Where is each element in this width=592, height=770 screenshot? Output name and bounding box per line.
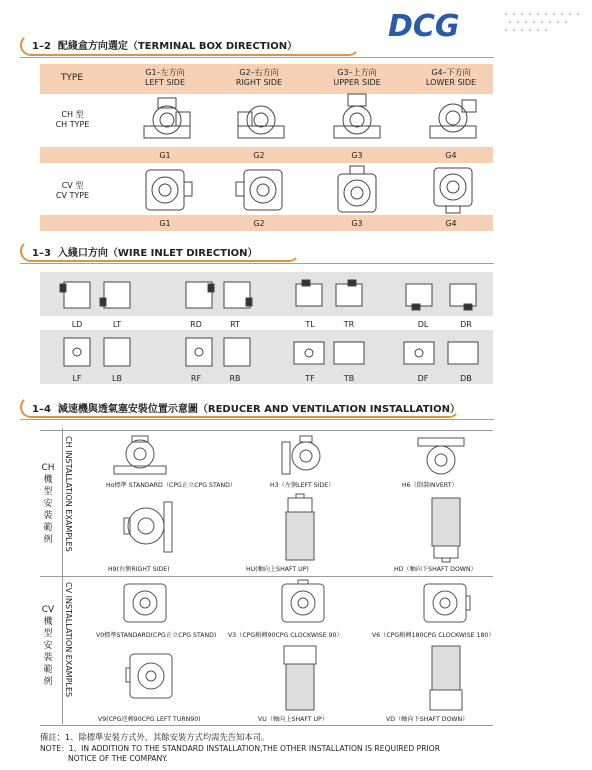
section-number: 1–2 — [32, 41, 51, 52]
cv-caption-v0: V0標準STANDARD(CPG正立CPG STAND) — [96, 632, 217, 639]
cv-g1-drawing — [140, 166, 194, 214]
cv-g4-drawing — [426, 166, 480, 214]
cv-bottom-line — [40, 725, 493, 726]
inlet-rf: RF — [190, 374, 202, 383]
note-en-1: NOTE：1、IN ADDITION TO THE STANDARD INSTALLATION,THE OTHER INSTALLATION IS REQUIRED PRIOR — [40, 744, 441, 753]
col-zh: G3–上方向 — [337, 68, 377, 77]
inlet-tf: TF — [305, 374, 315, 383]
inlet-df: DF — [417, 374, 429, 383]
cv-v3-drawing — [278, 580, 328, 626]
section-1-rule — [20, 57, 494, 58]
ch-caption-h6: H6（倒裝INVERT） — [402, 482, 458, 489]
ch-caption-h3: H3（左側LEFT SIDE） — [270, 482, 335, 489]
row-en: CV TYPE — [55, 191, 90, 200]
inlet-dr: DR — [460, 320, 472, 329]
ch-side-label-en: CH INSTALLATION EXAMPLES — [64, 436, 73, 552]
col-g4-header — [414, 68, 488, 88]
cv-g3-label: G3 — [351, 219, 363, 228]
col-g2-header — [222, 68, 296, 88]
inlet-tr: TR — [343, 320, 355, 329]
svg-text:DCG: DCG — [388, 9, 460, 44]
cv-v0-drawing — [120, 580, 170, 626]
inlet-lt: LT — [112, 320, 122, 329]
wire-inlet-row2-drawings — [40, 332, 493, 372]
row-zh: CH 型 — [61, 110, 84, 119]
type-header: TYPE — [60, 73, 84, 83]
section-2-rule — [20, 263, 494, 264]
inlet-rt: RT — [230, 320, 240, 329]
section-number: 1–3 — [32, 248, 51, 259]
ch-g4-label: G4 — [445, 151, 457, 160]
section-2-title — [32, 244, 258, 259]
cv-v9-drawing — [126, 646, 178, 706]
ch-ho-drawing — [110, 434, 170, 478]
dcg-logo — [386, 8, 496, 42]
cv-side-divider — [62, 576, 63, 724]
cv-caption-v6: V6（CPG順轉180CPG CLOCKWISE 180） — [372, 632, 495, 639]
row-zh: CV 型 — [61, 181, 84, 190]
cv-caption-vd: VD（軸向下SHAFT DOWN） — [386, 716, 469, 723]
cv-g2-drawing — [234, 166, 288, 214]
decorative-dots — [500, 8, 586, 40]
section-3-title — [32, 400, 460, 415]
ch-side-divider — [62, 428, 63, 576]
cv-type-label — [45, 181, 100, 201]
section-title-text: 配綫盒方向選定（TERMINAL BOX DIRECTION） — [57, 41, 298, 52]
col-zh: G2–右方向 — [239, 68, 279, 77]
ch-g2-drawing — [234, 96, 288, 144]
ch-caption-hu: HU(軸向上SHAFT UP) — [246, 566, 309, 573]
col-en: UPPER SIDE — [333, 78, 381, 87]
section-title-text: 入綫口方向（WIRE INLET DIRECTION） — [57, 248, 258, 259]
cv-side-label-en: CV INSTALLATION EXAMPLES — [64, 582, 73, 698]
ch-h6-drawing — [416, 434, 466, 478]
ch-type-label — [45, 110, 100, 130]
ch-side-label-zh: CH機型安裝範例 — [41, 463, 55, 545]
ch-caption-ho: Ho標準 STANDARD（CPG正立CPG STAND） — [106, 482, 237, 489]
section-number: 1–4 — [32, 404, 51, 415]
note-en-2: NOTICE OF THE COMPANY. — [68, 754, 168, 763]
ch-caption-h9: H9(右側RIGHT SIDE) — [108, 566, 170, 573]
section-title-text: 減速機與透氣塞安裝位置示意圖（REDUCER AND VENTILATION INSTALLATION） — [57, 404, 460, 415]
cv-g3-drawing — [330, 166, 384, 214]
ch-g4-drawing — [426, 96, 480, 144]
ch-g3-label: G3 — [351, 151, 363, 160]
section-3-rule — [20, 419, 494, 420]
note-zh: 備註：1、除標準安裝方式外，其餘安裝方式均需先告知本司。 — [40, 732, 270, 742]
inlet-lb: LB — [112, 374, 122, 383]
cv-top-line — [40, 576, 493, 577]
col-zh: G1–左方向 — [145, 68, 185, 77]
inlet-rd: RD — [190, 320, 202, 329]
col-en: LEFT SIDE — [144, 78, 186, 87]
cv-caption-v3: V3（CPG順轉90CPG CLOCKWISE 90） — [228, 632, 343, 639]
ch-h9-drawing — [118, 496, 178, 558]
ch-g3-drawing — [330, 92, 384, 144]
ch-hd-drawing — [426, 494, 466, 564]
col-en: LOWER SIDE — [425, 78, 477, 87]
col-zh: G4–下方向 — [431, 68, 471, 77]
ch-hu-drawing — [280, 494, 320, 564]
col-g1-header — [128, 68, 202, 88]
cv-caption-vu: VU（軸向上SHAFT UP） — [258, 716, 328, 723]
inlet-lf: LF — [72, 374, 82, 383]
col-en: RIGHT SIDE — [235, 78, 283, 87]
cv-caption-v9: V9(CPG逆轉90CPG LEFT TURN90) — [98, 716, 201, 723]
ch-caption-hd: HD（軸向下SHAFT DOWN） — [394, 566, 477, 573]
inlet-tl: TL — [305, 320, 315, 329]
wire-inlet-row1-drawings — [40, 272, 493, 316]
inlet-db: DB — [460, 374, 472, 383]
ch-h3-drawing — [278, 434, 328, 478]
ch-top-line — [40, 430, 493, 431]
inlet-ld: LD — [71, 320, 83, 329]
cv-vd-drawing — [424, 644, 468, 714]
section-1-title — [32, 37, 297, 52]
ch-g1-drawing — [140, 96, 194, 144]
inlet-tb: TB — [343, 374, 355, 383]
ch-g2-label: G2 — [253, 151, 265, 160]
cv-side-label-zh: CV機型安裝範例 — [41, 605, 55, 687]
cv-vu-drawing — [278, 644, 322, 714]
col-g3-header — [320, 68, 394, 88]
cv-g4-label: G4 — [445, 219, 457, 228]
inlet-dl: DL — [417, 320, 429, 329]
cv-g2-label: G2 — [253, 219, 265, 228]
row-en: CH TYPE — [55, 120, 90, 129]
cv-g1-label: G1 — [159, 219, 171, 228]
cv-v6-drawing — [420, 580, 470, 626]
ch-g1-label: G1 — [159, 151, 171, 160]
inlet-rb: RB — [229, 374, 241, 383]
